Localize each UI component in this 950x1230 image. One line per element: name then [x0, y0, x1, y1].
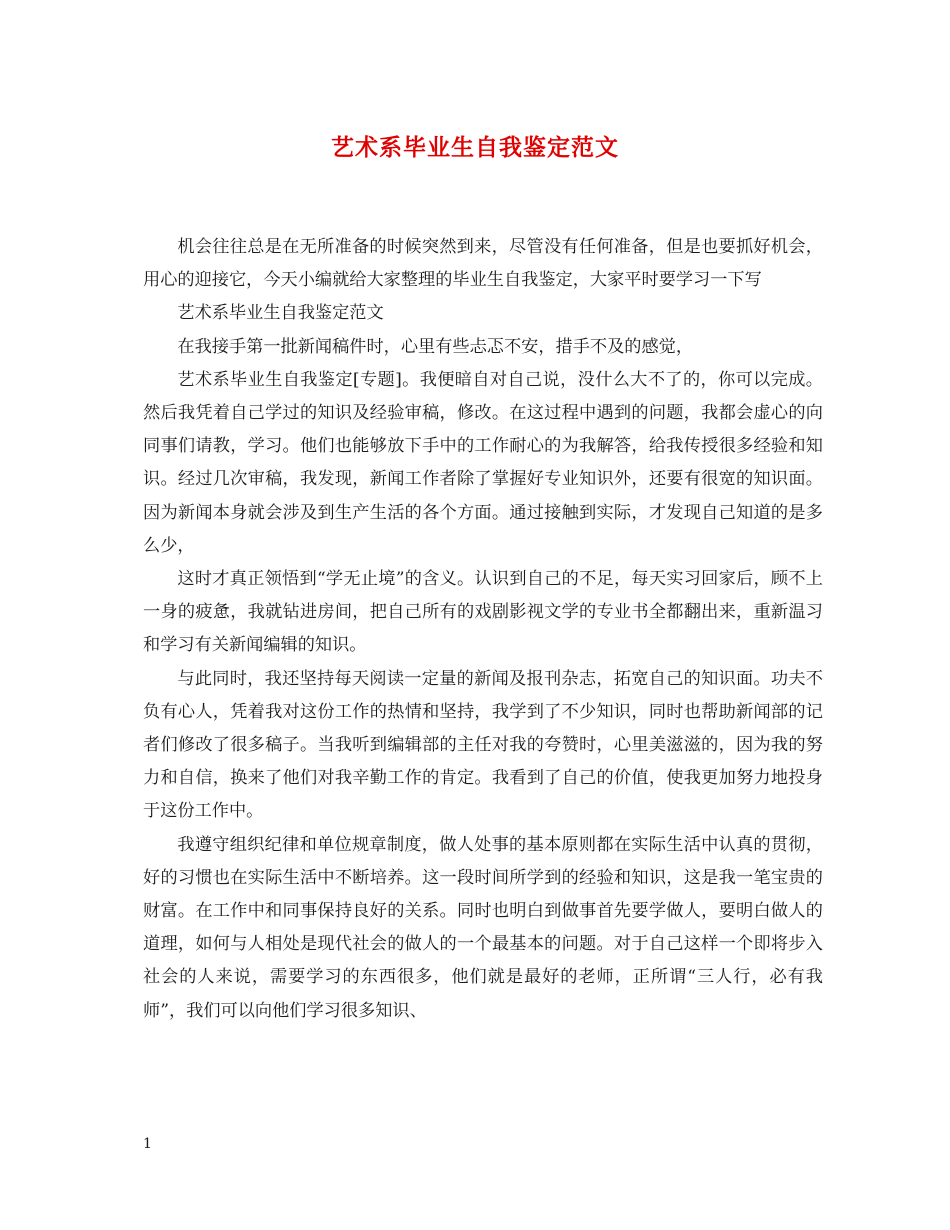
paragraph: 与此同时，我还坚持每天阅读一定量的新闻及报刊杂志，拓宽自己的知识面。功夫不负有心人，凭着我对这份工作的热情和坚持，我学到了不少知识，同时也帮助新闻部的记者们修改了很多稿子。当我听到编辑部的主任对我的夸赞时，心里美滋滋的，因为我的努力和自信，换来了他们对我辛勤工作的肯定。我看到了自己的价值，使我更加努力地投身于这份工作中。 [143, 668, 823, 822]
page-number: 1 [143, 1136, 152, 1152]
paragraph: 这时才真正领悟到“学无止境”的含义。认识到自己的不足，每天实习回家后，顾不上一身的疲惫，我就钻进房间，把自己所有的戏剧影视文学的专业书全都翻出来，重新温习和学习有关新闻编辑的知识。 [143, 569, 823, 656]
paragraph: 我遵守组织纪律和单位规章制度，做人处事的基本原则都在实际生活中认真的贯彻，好的习惯也在实际生活中不断培养。这一段时间所学到的经验和知识，这是我一笔宝贵的财富。在工作中和同事保持良好的关系。同时也明白到做事首先要学做人，要明白做人的道理，如何与人相处是现代社会的做人的一个最基本的问题。对于自己这样一个即将步入社会的人来说，需要学习的东西很多，他们就是最好的老师，正所谓“三人行，必有我师”，我们可以向他们学习很多知识、 [143, 834, 823, 1021]
paragraph-subtitle: 艺术系毕业生自我鉴定范文 [177, 303, 384, 324]
document-body [143, 231, 823, 1028]
paragraph-intro: 机会往往总是在无所准备的时候突然到来，尽管没有任何准备，但是也要抓好机会，用心的迎接它，今天小编就给大家整理的毕业生自我鉴定，大家平时要学习一下写 [143, 237, 823, 291]
paragraph: 艺术系毕业生自我鉴定[专题]。我便暗自对自己说，没什么大不了的，你可以完成。然后我凭着自己学过的知识及经验审稿，修改。在这过程中遇到的问题，我都会虚心的向同事们请教，学习。他们也能够放下手中的工作耐心的为我解答，给我传授很多经验和知识。经过几次审稿，我发现，新闻工作者除了掌握好专业知识外，还要有很宽的知识面。因为新闻本身就会涉及到生产生活的各个方面。通过接触到实际，才发现自己知道的是多么少， [143, 369, 823, 556]
paragraph: 在我接手第一批新闻稿件时，心里有些忐忑不安，措手不及的感觉， [177, 336, 694, 357]
document-title: 艺术系毕业生自我鉴定范文 [331, 134, 619, 161]
